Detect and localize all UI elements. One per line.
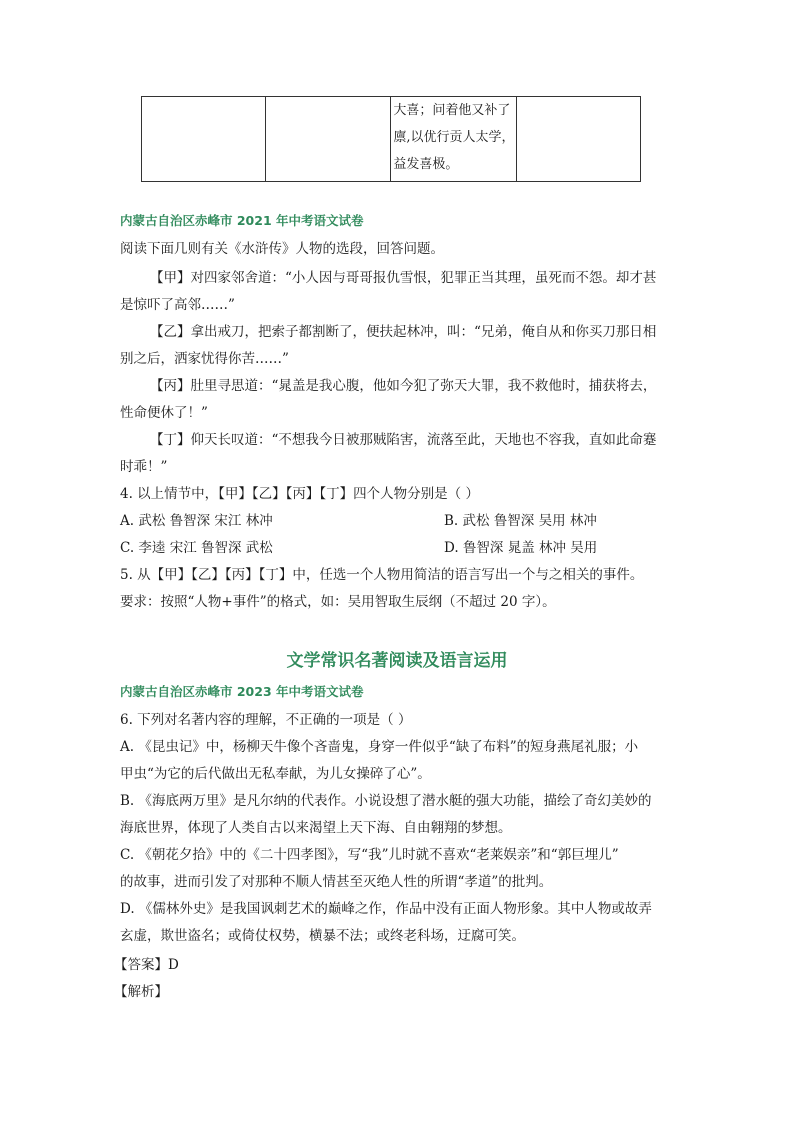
table-cell xyxy=(266,97,391,182)
analysis-label: 【解析】 xyxy=(114,984,168,1000)
table-row xyxy=(142,97,641,182)
option-a: A. 《昆虫记》中，杨柳天牛像个吝啬鬼，身穿一件似乎“缺了布料”的短身燕尾礼服；小 xyxy=(120,739,639,755)
option-d: D. 《儒林外史》是我国讽刺艺术的巅峰之作，作品中没有正面人物形象。其中人物或故弄 xyxy=(120,901,652,917)
option-c-cont: 的故事，进而引发了对那种不顺人情甚至灭绝人性的所谓“孝道”的批判。 xyxy=(120,874,553,890)
table-cell-line: 益发喜极。 xyxy=(393,157,459,172)
table-cell-line: 大喜；问着他又补了 xyxy=(393,103,511,118)
answer-table-fragment xyxy=(141,96,641,182)
option-d-cont: 玄虚，欺世盗名；或倚仗权势，横暴不法；或终老科场，迂腐可笑。 xyxy=(120,928,525,944)
answer-line xyxy=(114,953,674,973)
option-c: C. 《朝花夕拾》中的《二十四孝图》，写“我”儿时就不喜欢“老莱娱亲”和“郭巨埋儿” xyxy=(120,847,619,863)
table-cell-line: 廪,以优行贡人太学， xyxy=(393,130,515,145)
source-label: 内蒙古自治区赤峰市 2023 年中考语文试卷 xyxy=(120,684,364,699)
table-cell xyxy=(391,97,516,182)
question-5: 5. 从【甲】【乙】【丙】【丁】中，任选一个人物用简洁的语言写出一个与之相关的事件。 xyxy=(120,567,644,583)
passage-jia: 【甲】对四家邻舍道：“小人因与哥哥报仇雪恨，犯罪正当其理，虽死而不怨。却才甚 xyxy=(150,270,657,286)
option-d: D. 鲁智深 晁盖 林冲 吴用 xyxy=(444,540,598,556)
passage-yi-cont: 别之后，洒家忧得你苦……” xyxy=(120,351,289,367)
question-5-requirement: 要求：按照“人物+事件”的格式，如：吴用智取生辰纲（不超过 20 字）。 xyxy=(120,594,556,610)
section-title: 文学常识名著阅读及语言运用 xyxy=(286,651,508,671)
table-cell xyxy=(142,97,266,182)
option-b: B. 《海底两万里》是凡尔纳的代表作。小说设想了潜水艇的强大功能，描绘了奇幻美妙的 xyxy=(120,793,652,809)
option-b: B. 武松 鲁智深 吴用 林冲 xyxy=(444,513,597,529)
passage-ding: 【丁】仰天长叹道：“不想我今日被那贼陷害，流落至此，天地也不容我，直如此命蹇 xyxy=(150,432,657,448)
option-b-cont: 海底世界，体现了人类自古以来渴望上天下海、自由翱翔的梦想。 xyxy=(120,820,512,836)
passage-bing: 【丙】肚里寻思道：“晁盖是我心腹，他如今犯了弥天大罪，我不救他时，捕获将去， xyxy=(150,378,657,394)
source-label: 内蒙古自治区赤峰市 2021 年中考语文试卷 xyxy=(120,213,364,228)
passage-yi: 【乙】拿出戒刀，把索子都割断了，便扶起林冲，叫：“兄弟，俺自从和你买刀那日相 xyxy=(150,324,657,340)
answer-label: 【答案】 xyxy=(114,957,168,973)
option-a: A. 武松 鲁智深 宋江 林冲 xyxy=(120,513,273,529)
passage-bing-cont: 性命便休了！” xyxy=(120,405,208,421)
question-6: 6. 下列对名著内容的理解，不正确的一项是（ ） xyxy=(120,712,412,728)
reading-intro: 阅读下面几则有关《水浒传》人物的选段，回答问题。 xyxy=(120,241,444,257)
passage-jia-cont: 是惊吓了高邻……” xyxy=(120,297,235,313)
answer-value: D xyxy=(168,957,179,973)
question-4: 4. 以上情节中，【甲】【乙】【丙】【丁】四个人物分别是（ ） xyxy=(120,486,479,502)
option-a-cont: 甲虫“为它的后代做出无私奉献，为儿女操碎了心”。 xyxy=(120,766,431,782)
table-cell xyxy=(516,97,640,182)
passage-ding-cont: 时乖！” xyxy=(120,459,168,475)
option-c: C. 李逵 宋江 鲁智深 武松 xyxy=(120,540,273,556)
